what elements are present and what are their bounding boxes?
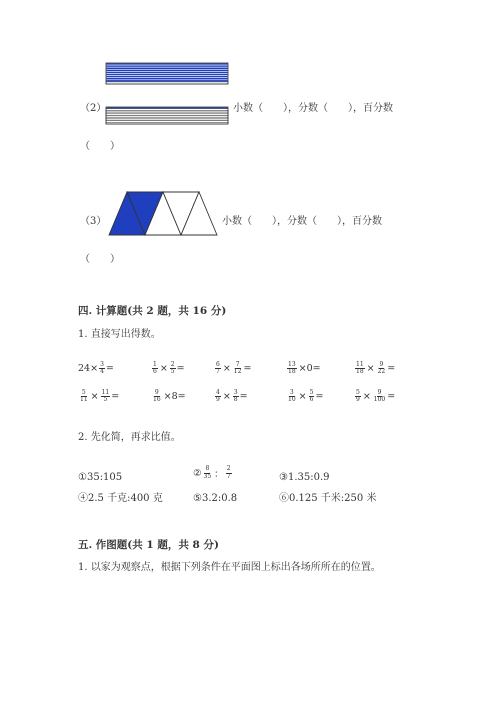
calc-item-r2-4 — [286, 390, 323, 404]
bar-stripe — [106, 76, 228, 78]
calc-item-r2-2 — [151, 390, 187, 404]
decimal-bars-figure — [105, 62, 230, 126]
equals-sign: = — [387, 363, 396, 375]
bar-stripe — [106, 112, 228, 114]
fraction: $\frac{9}{22}$ — [377, 361, 386, 376]
calc-item-r1-1 — [78, 362, 114, 376]
bar-ten-percent — [106, 107, 228, 124]
bar-stripe — [106, 74, 228, 76]
fraction: $\frac{3}{4}$ — [100, 361, 104, 376]
equals-sign: = — [176, 363, 185, 375]
part3-question-text: 小数（ ），分数（ ），百分数 — [222, 216, 382, 227]
section4-q2: 2. 先化简，再求比值。 — [78, 432, 181, 443]
fraction: $\frac{5}{6}$ — [309, 389, 314, 404]
bar-stripe — [106, 117, 228, 119]
part2-answer-tail: （ ） — [80, 141, 120, 152]
triangles-figure — [108, 191, 220, 237]
fraction: $\frac{9}{16}$ — [153, 389, 161, 404]
section4-q1: 1. 直接写出得数。 — [78, 329, 161, 340]
fraction: $\frac{2}{5}$ — [170, 361, 175, 376]
bar-stripe — [106, 65, 228, 67]
part3-label: （3） — [80, 216, 107, 227]
bar-stripe — [106, 116, 228, 118]
ratio-2-marker: ② — [193, 467, 202, 479]
ratio-6: ⑥0.125 千米:250 米 — [279, 493, 377, 504]
equals-sign: = — [387, 391, 396, 403]
operand-text: 24× — [78, 363, 99, 375]
operator: × — [366, 363, 375, 375]
fraction: $\frac{5}{9}$ — [356, 389, 360, 404]
bar-stripe — [106, 67, 228, 69]
bar-stripe — [106, 110, 228, 112]
section5-q1: 1. 以家为观察点，根据下列条件在平面图上标出各场所所在的位置。 — [78, 562, 381, 573]
calc-row-2 — [78, 390, 418, 410]
fraction: $\frac{3}{10}$ — [288, 389, 296, 404]
equals-sign: = — [105, 363, 114, 375]
ratio-3: ③1.35:0.9 — [279, 472, 330, 483]
fraction: $\frac{5}{11}$ — [80, 389, 88, 404]
calc-item-r1-3 — [214, 362, 251, 376]
part2-question-text: 小数（ ），分数（ ），百分数 — [233, 103, 393, 114]
equals-sign: = — [111, 391, 120, 403]
fraction: $\frac{13}{18}$ — [288, 361, 296, 376]
calc-item-r1-5 — [354, 362, 395, 376]
ratio-4: ④2.5 千克:400 克 — [78, 493, 163, 504]
equals-sign: = — [315, 391, 324, 403]
operator: ×0= — [298, 363, 321, 375]
part3-answer-tail: （ ） — [80, 254, 120, 265]
calc-item-r1-4 — [286, 362, 322, 376]
operator: × — [159, 363, 168, 375]
fraction: $\frac{11}{18}$ — [356, 361, 364, 376]
bar-stripe — [106, 119, 228, 121]
bar-stripe — [106, 78, 228, 80]
operator: × — [222, 391, 231, 403]
fraction: $\frac{3}{8}$ — [233, 389, 238, 404]
calc-item-r1-2 — [151, 362, 185, 376]
operator: × — [362, 391, 371, 403]
calc-item-r2-5 — [354, 390, 395, 404]
equals-sign: = — [243, 363, 252, 375]
operator: × — [298, 391, 307, 403]
calc-item-r2-1 — [78, 390, 119, 404]
section4-title: 四. 计算题(共 2 题，共 16 分) — [78, 305, 227, 317]
ratio-2 — [193, 466, 233, 480]
calc-row-1 — [78, 362, 418, 382]
section5-title: 五. 作图题(共 1 题，共 8 分) — [78, 539, 219, 551]
operator: × — [90, 391, 99, 403]
equals-sign: = — [239, 391, 248, 403]
fraction: $\frac{4}{9}$ — [216, 389, 220, 404]
fraction: $\frac{9}{100}$ — [373, 389, 386, 404]
ratio-2-fraction-b: $\frac{2}{7}$ — [226, 465, 231, 480]
fraction: $\frac{6}{7}$ — [216, 361, 220, 376]
bar-ninety-percent — [106, 63, 228, 84]
triangle-strip — [109, 192, 217, 235]
bar-stripe — [106, 71, 228, 73]
fraction: $\frac{7}{12}$ — [233, 361, 242, 376]
ratio-2-fraction-a: $\frac{8}{35}$ — [203, 465, 212, 480]
operator: × — [222, 363, 231, 375]
calc-item-r2-3 — [214, 390, 248, 404]
ratio-1: ①35:105 — [78, 472, 123, 483]
bar-stripe — [106, 114, 228, 116]
fraction: $\frac{11}{5}$ — [101, 389, 110, 404]
part2-label: （2） — [80, 103, 107, 114]
bar-stripe — [106, 121, 228, 123]
bar-stripe — [106, 69, 228, 71]
ratio-5: ⑤3.2:0.8 — [193, 493, 238, 504]
bar-stripe — [106, 80, 228, 82]
operator: ×8= — [163, 391, 186, 403]
bar-stripe — [106, 109, 228, 111]
ratio-2-separator: ： — [214, 469, 224, 480]
fraction: $\frac{1}{6}$ — [153, 361, 157, 376]
